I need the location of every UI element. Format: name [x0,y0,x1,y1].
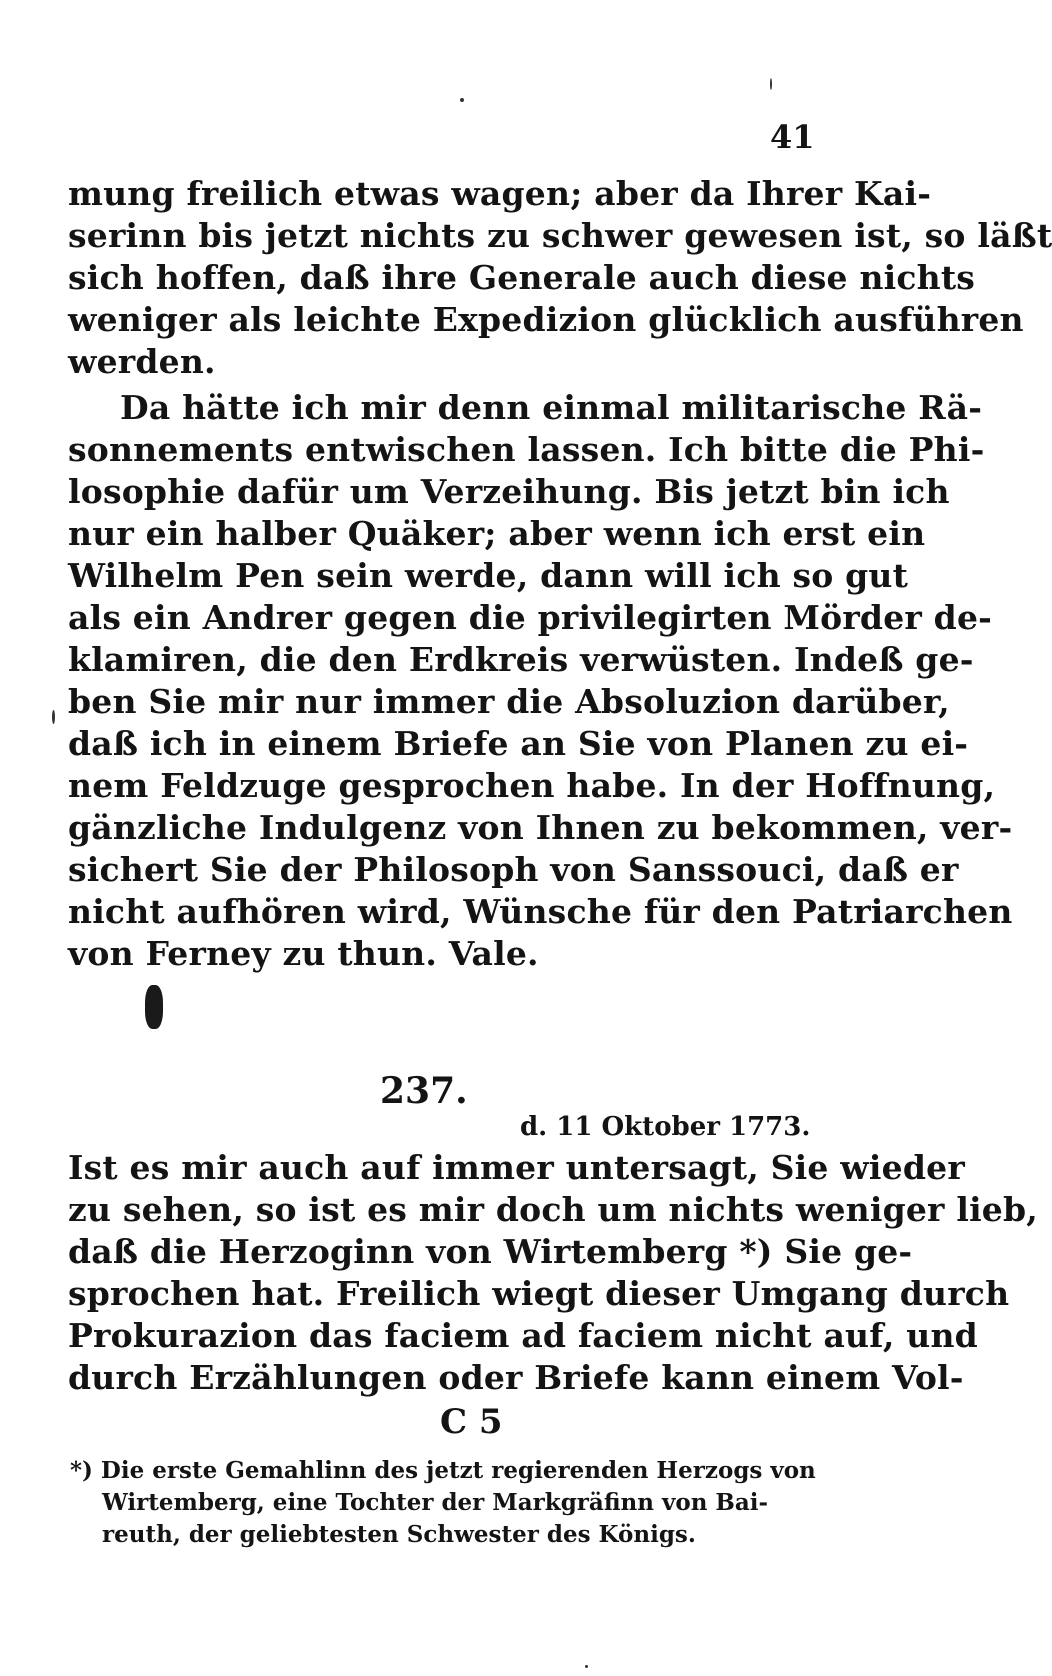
text-line: Ist es mir auch auf immer untersagt, Sie wieder [68,1148,965,1187]
text-line: sprochen hat. Freilich wiegt dieser Umgang durch [68,1274,1010,1313]
text-line: Wilhelm Pen sein werde, dann will ich so gut [68,556,909,595]
text-line: losophie dafür um Verzeihung. Bis jetzt bin ich [68,472,950,511]
text-line: weniger als leichte Expedizion glücklich ausführen [68,300,1024,339]
text-line: nur ein halber Quäker; aber wenn ich erst ein [68,514,926,553]
text-line: von Ferney zu thun. Vale. [68,934,539,973]
page-number: 41 [770,118,815,156]
footnote-line: *) Die erste Gemahlinn des jetzt regierenden Herzogs von [70,1457,816,1484]
speck [460,98,464,102]
text-line: daß ich in einem Briefe an Sie von Planen zu ei- [68,724,969,763]
date-line: d. 11 Oktober 1773. [520,1112,811,1142]
text-line: sichert Sie der Philosoph von Sanssouci, daß er [68,850,959,889]
ink-blot [145,985,163,1029]
text-line: zu sehen, so ist es mir doch um nichts weniger lieb, [68,1190,1038,1229]
text-line: sonnements entwischen lassen. Ich bitte die Phi- [68,430,985,469]
text-line: mung freilich etwas wagen; aber da Ihrer Kai- [68,174,932,213]
text-line: gänzliche Indulgenz von Ihnen zu bekommen, ver- [68,808,1013,847]
text-line: als ein Andrer gegen die privilegirten Mörder de- [68,598,993,637]
text-line: klamiren, die den Erdkreis verwüsten. Indeß ge- [68,640,974,679]
text-line: nicht aufhören wird, Wünsche für den Patriarchen [68,892,1013,931]
speck [52,710,55,724]
text-line: Da hätte ich mir denn einmal militarische Rä- [120,388,983,427]
speck [585,1665,588,1668]
footnote-line: reuth, der geliebtesten Schwester des Königs. [102,1521,696,1548]
text-line: ben Sie mir nur immer die Absoluzion darüber, [68,682,950,721]
text-line: Prokurazion das faciem ad faciem nicht auf, und [68,1316,978,1355]
signature-mark: C 5 [440,1402,503,1442]
letter-number: 237. [380,1070,468,1112]
text-line: werden. [68,342,216,381]
text-line: durch Erzählungen oder Briefe kann einem Vol- [68,1358,964,1397]
text-line: sich hoffen, daß ihre Generale auch diese nichts [68,258,976,297]
footnote-line: Wirtemberg, eine Tochter der Markgräfinn von Bai- [102,1489,769,1516]
text-line: daß die Herzoginn von Wirtemberg *) Sie ge- [68,1232,913,1271]
text-line: nem Feldzuge gesprochen habe. In der Hoffnung, [68,766,996,805]
text-line: serinn bis jetzt nichts zu schwer gewesen ist, so läßt [68,216,1052,255]
speck [770,78,772,90]
